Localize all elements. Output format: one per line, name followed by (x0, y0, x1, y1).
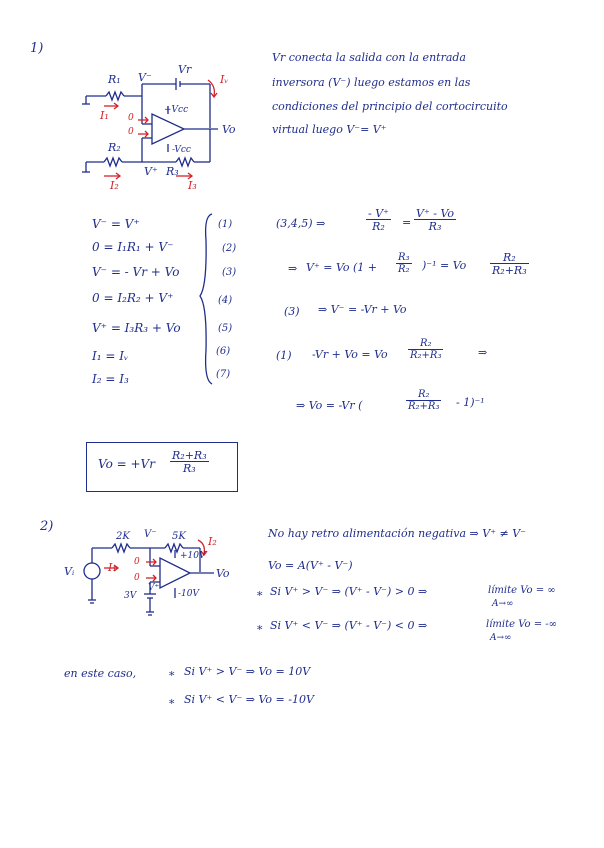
iv-label: Iᵥ (220, 73, 229, 86)
r3-label: R₃ (166, 165, 179, 178)
deriv-line1-rhs-num: V⁺ - Vo (416, 207, 455, 220)
explanation-line-3: condiciones del principio del cortocircuito (272, 100, 508, 113)
result-den: R₃ (170, 461, 209, 474)
system-eq-2: 0 = I₁R₁ + V⁻ (92, 240, 174, 254)
deriv-line4-den: R₂+R₃ (410, 350, 442, 361)
deriv-line2-inner-num: R₃ (398, 252, 410, 263)
vcc-pos-label: +Vcc (164, 105, 189, 115)
conclusion-1-text: Si V⁺ > V⁻ ⇒ Vo = 10V (184, 665, 311, 678)
plus-10-label: +10V (180, 551, 206, 561)
case-2-bullet: ∗ (256, 621, 264, 634)
case-1-under: A→∞ (492, 599, 514, 609)
case-1-bullet: ∗ (256, 587, 264, 600)
problem-1-number: 1) (30, 41, 44, 56)
deriv-line2-rhs-num: R₂ (502, 251, 516, 264)
deriv-line5-num: R₂ (417, 389, 430, 400)
i1-label-c1: I₁ (100, 109, 109, 122)
deriv-line2-inner-den: R₂ (398, 264, 410, 275)
system-eq-5: V⁺ = I₃R₃ + Vo (92, 321, 181, 335)
r-left-label: 2K (116, 531, 130, 542)
conclusion-1-bullet: ∗ (168, 667, 176, 680)
system-tag-4: (4) (218, 295, 233, 306)
deriv-line3-label: (3) (284, 305, 300, 318)
v-minus-label: V⁻ (138, 71, 152, 84)
case-2-under: A→∞ (490, 633, 512, 643)
r2-label: R₂ (108, 141, 121, 154)
zero-bottom-label-c2: 0 (134, 573, 140, 583)
deriv-line1-label: (3,4,5) ⇒ (276, 217, 326, 230)
system-tag-7: (7) (216, 369, 231, 380)
system-tag-5: (5) (218, 323, 233, 334)
deriv-line4-text: -Vr + Vo = Vo (312, 348, 388, 361)
deriv-line1-lhs-den: R₂ (366, 219, 391, 232)
minus-10-label: -10V (178, 589, 199, 599)
problem-2-number: 2) (40, 519, 54, 534)
deriv-line4-arrow: ⇒ (478, 346, 488, 359)
p2-text-line-2: Vo = A(V⁺ - V⁻) (268, 559, 353, 572)
vo-label-c2: Vo (216, 567, 230, 580)
vr-label: Vr (178, 63, 192, 76)
result-num: R₂+R₃ (172, 449, 207, 462)
deriv-line2-rhs-den: R₂+R₃ (492, 264, 527, 277)
case-2-cond: Si V⁺ < V⁻ ⇒ (V⁺ - V⁻) < 0 ⇒ (270, 619, 428, 632)
vo-label-c1: Vo (222, 123, 236, 136)
deriv-line4-label: (1) (276, 349, 292, 362)
zero-bottom-label: 0 (128, 127, 134, 137)
zero-top-label-c2: 0 (134, 557, 140, 567)
conclusion-label: en este caso, (64, 667, 137, 680)
explanation-line-1: Vr conecta la salida con la entrada (272, 51, 466, 64)
v-plus-label-c2: V⁺ (148, 583, 160, 593)
deriv-line3-text: ⇒ V⁻ = -Vr + Vo (318, 303, 407, 316)
r1-label: R₁ (108, 73, 121, 86)
deriv-line2-text: V⁺ = Vo (1 + (306, 261, 378, 274)
vcc-neg-label: -Vcc (172, 145, 191, 155)
deriv-line1-eq: = (402, 216, 412, 229)
battery-label: 3V (124, 591, 137, 601)
explanation-line-2: inversora (V⁻) luego estamos en las (272, 76, 471, 89)
v-minus-label-c2: V⁻ (144, 529, 157, 540)
v-plus-label: V⁺ (144, 165, 158, 178)
system-tag-2: (2) (222, 243, 237, 254)
system-eq-6: I₁ = Iᵥ (92, 349, 129, 363)
case-1-cond: Si V⁺ > V⁻ ⇒ (V⁺ - V⁻) > 0 ⇒ (270, 585, 428, 598)
explanation-line-4: virtual luego V⁻= V⁺ (272, 123, 387, 136)
deriv-line2-arrow: ⇒ (288, 262, 298, 275)
vi-label: Vᵢ (64, 565, 75, 578)
conclusion-2-text: Si V⁺ < V⁻ ⇒ Vo = -10V (184, 693, 314, 706)
system-eq-4: 0 = I₂R₂ + V⁺ (92, 291, 174, 305)
conclusion-2-bullet: ∗ (168, 695, 176, 708)
system-tag-3: (3) (222, 267, 237, 278)
deriv-line4-num: R₂ (419, 338, 432, 349)
deriv-line5-close: - 1)⁻¹ (456, 396, 485, 409)
deriv-line5-den: R₂+R₃ (408, 401, 440, 412)
r-right-label: 5K (172, 531, 186, 542)
p2-text-line-1: No hay retro alimentación negativa ⇒ V⁺ ≠ V⁻ (268, 527, 526, 540)
deriv-line5-text: ⇒ Vo = -Vr ( (296, 399, 363, 412)
deriv-line1-rhs-den: R₃ (414, 219, 456, 232)
deriv-line2-close: )⁻¹ = Vo (422, 259, 467, 272)
zero-top-label: 0 (128, 113, 134, 123)
system-eq-7: I₂ = I₃ (92, 372, 129, 386)
system-tag-6: (6) (216, 346, 231, 357)
result-lhs: Vo = +Vr (98, 457, 155, 471)
i2-label-c1: I₂ (110, 179, 119, 192)
deriv-line1-lhs-num: - V⁺ (368, 207, 389, 220)
system-eq-3: V⁻ = - Vr + Vo (92, 265, 180, 279)
i3-label: I₃ (188, 179, 197, 192)
system-eq-1: V⁻ = V⁺ (92, 217, 140, 231)
i1-label-c2: I₁ (108, 561, 117, 574)
case-2-limit: límite Vo = -∞ (486, 619, 557, 630)
case-1-limit: límite Vo = ∞ (488, 585, 556, 596)
system-tag-1: (1) (218, 219, 233, 230)
i2-label-c2: I₂ (208, 535, 217, 548)
